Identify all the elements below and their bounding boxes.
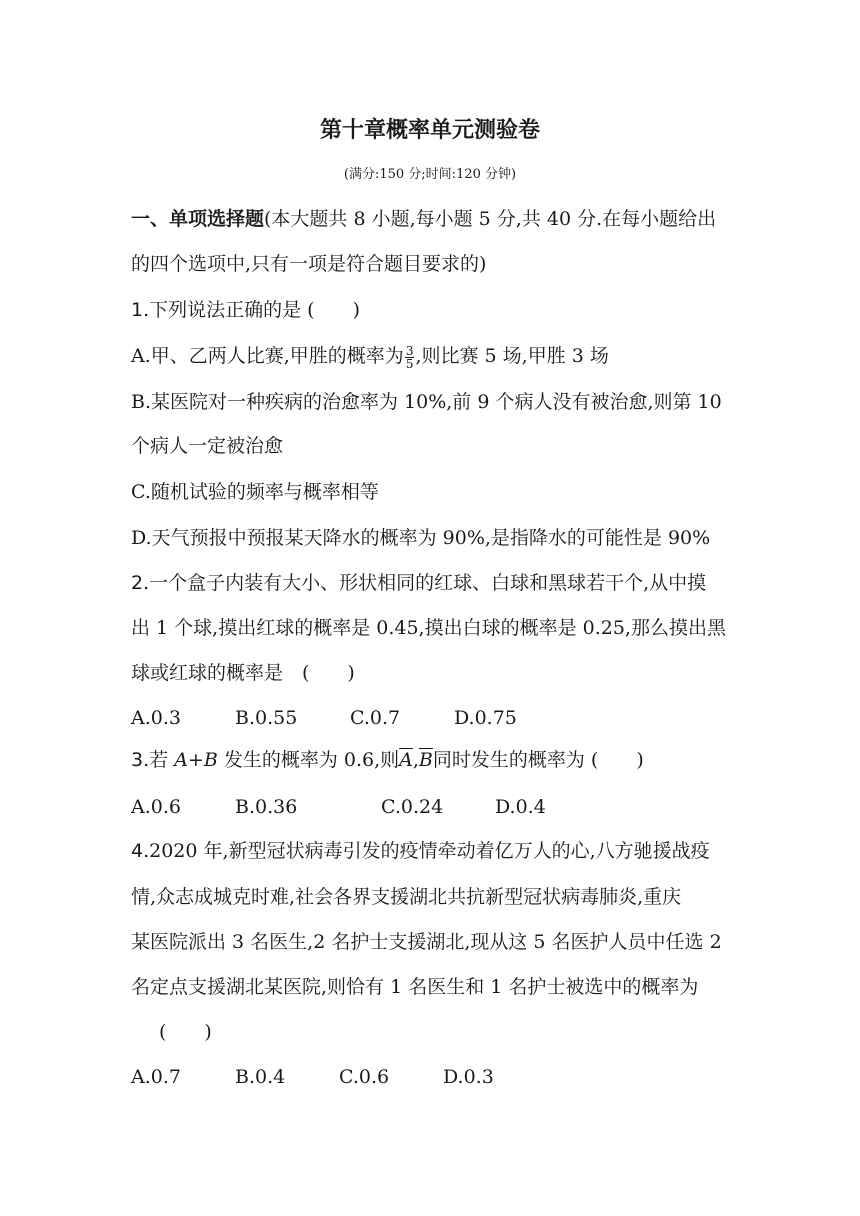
option-text: A.甲、乙两人比赛,甲胜的概率为 bbox=[131, 345, 404, 367]
complement-a: $\overline{A}$ bbox=[399, 749, 413, 771]
option-c: C.0.6 bbox=[339, 1066, 390, 1088]
option-a: A.0.7 bbox=[131, 1066, 181, 1088]
question-4-options bbox=[131, 1063, 494, 1091]
question-3-stem bbox=[131, 746, 644, 774]
option-text-cont: ,则比赛 5 场,甲胜 3 场 bbox=[415, 345, 609, 367]
question-text: .下列说法正确的是 ( ) bbox=[143, 299, 360, 321]
question-2-stem-cont: 出 1 个球,摸出红球的概率是 0.45,摸出白球的概率是 0.25,那么摸出黑 bbox=[131, 617, 726, 639]
question-1-option-c: C.随机试验的频率与概率相等 bbox=[131, 481, 379, 503]
option-a: A.0.3 bbox=[131, 707, 181, 729]
page-title: 第十章概率单元测验卷 bbox=[319, 118, 540, 143]
question-2-stem-cont: 球或红球的概率是 ( ) bbox=[131, 662, 355, 684]
question-1-option-a bbox=[131, 342, 609, 370]
question-text-end: 同时发生的概率为 ( ) bbox=[432, 749, 644, 771]
question-2-stem bbox=[131, 569, 706, 597]
fraction-numerator: 3 bbox=[405, 343, 414, 358]
option-b: B.0.4 bbox=[235, 1066, 286, 1088]
option-b: B.0.36 bbox=[235, 796, 298, 818]
question-number: 2 bbox=[131, 572, 144, 594]
question-number: 1 bbox=[131, 299, 144, 321]
option-d: D.0.3 bbox=[443, 1066, 494, 1088]
question-number: 4 bbox=[131, 840, 144, 862]
question-text: .若 bbox=[143, 749, 175, 771]
fraction-denominator: 5 bbox=[405, 356, 414, 371]
question-1-option-d: D.天气预报中预报某天降水的概率为 90%,是指降水的可能性是 90% bbox=[131, 527, 711, 549]
separator: , bbox=[412, 749, 419, 771]
question-1-option-b: B.某医院对一种疾病的治愈率为 10%,前 9 个病人没有被治愈,则第 10 bbox=[131, 391, 722, 413]
section-description-cont: 的四个选项中,只有一项是符合题目要求的) bbox=[131, 253, 487, 275]
section-title: 一、单项选择题 bbox=[131, 208, 265, 230]
complement-b: $\overline{B}$ bbox=[418, 749, 433, 771]
section-description: (本大题共 8 小题,每小题 5 分,共 40 分.在每小题给出 bbox=[264, 208, 717, 230]
option-a: A.0.6 bbox=[131, 796, 181, 818]
question-4-stem-cont: 某医院派出 3 名医生,2 名护士支援湖北,现从这 5 名医护人员中任选 2 bbox=[131, 931, 722, 953]
question-4-stem-cont: 名定点支援湖北某医院,则恰有 1 名医生和 1 名护士被选中的概率为 bbox=[131, 976, 699, 998]
option-d: D.0.4 bbox=[495, 796, 546, 818]
option-b: B.0.55 bbox=[235, 707, 298, 729]
question-1-stem bbox=[131, 296, 360, 324]
question-4-stem-cont: 情,众志成城克时难,社会各界支援湖北共抗新型冠状病毒肺炎,重庆 bbox=[131, 886, 682, 908]
option-d: D.0.75 bbox=[454, 707, 517, 729]
question-1-option-b-cont: 个病人一定被治愈 bbox=[131, 435, 284, 457]
page-subtitle: (满分:150 分;时间:120 分钟) bbox=[343, 167, 517, 182]
question-4-stem bbox=[131, 837, 710, 865]
question-text-cont: 发生的概率为 0.6,则 bbox=[217, 749, 400, 771]
question-text: .一个盒子内装有大小、形状相同的红球、白球和黑球若干个,从中摸 bbox=[143, 572, 707, 594]
question-text: .2020 年,新型冠状病毒引发的疫情牵动着亿万人的心,八方驰援战疫 bbox=[143, 840, 710, 862]
option-c: C.0.7 bbox=[350, 707, 401, 729]
question-number: 3 bbox=[131, 749, 144, 771]
answer-bracket: ( ) bbox=[159, 1021, 212, 1043]
math-expression: A+B bbox=[174, 749, 218, 771]
section-heading bbox=[131, 205, 716, 233]
question-3-options bbox=[131, 793, 546, 821]
fraction bbox=[405, 345, 415, 370]
option-c: C.0.24 bbox=[381, 796, 444, 818]
question-2-options bbox=[131, 704, 517, 732]
